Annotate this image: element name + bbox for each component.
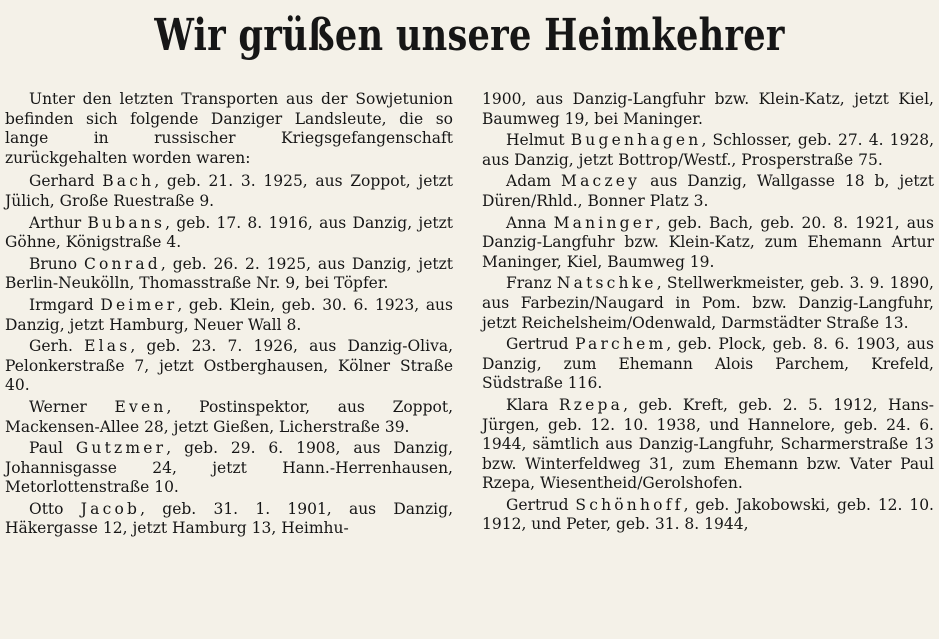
entry-continuation xyxy=(482,90,934,129)
entry-surname: Gutzmer xyxy=(75,439,167,458)
entry-surname: Bubans xyxy=(87,213,166,232)
entry-text: , Schlosser, geb. 27. 4. 1928, aus Danzig, jetzt Bottrop/Westf., Prosperstraße 75. xyxy=(482,131,934,169)
entry-text: , geb. 17. 8. 1916, aus Danzig, jetzt Göhne, Königstraße 4. xyxy=(5,213,453,252)
entry-first-name: Otto xyxy=(29,499,64,518)
entry-first-name: Helmut xyxy=(506,131,565,150)
left-column xyxy=(5,90,453,541)
entry-first-name: Irmgard xyxy=(29,295,94,314)
entry-paragraph xyxy=(482,131,934,170)
entry-surname: Conrad xyxy=(83,254,161,273)
entry-text: , geb. 26. 2. 1925, aus Danzig, jetzt Berlin-Neukölln, Thomasstraße Nr. 9, bei Töpfer. xyxy=(5,254,453,293)
entry-text: , geb. Klein, geb. 30. 6. 1923, aus Danzig, jetzt Hamburg, Neuer Wall 8. xyxy=(5,295,453,334)
entry-first-name: Klara xyxy=(506,395,549,414)
entry-first-name: Gerhard xyxy=(29,172,95,191)
entry-paragraph xyxy=(482,496,934,535)
entry-text: , geb. Jakobowski, geb. 12. 10. 1912, und Peter, geb. 31. 8. 1944, xyxy=(482,495,934,534)
entry-paragraph xyxy=(5,172,453,211)
entry-paragraph xyxy=(482,396,934,494)
entry-paragraph xyxy=(5,439,453,498)
entry-paragraph xyxy=(482,214,934,273)
entry-first-name: Adam xyxy=(506,172,552,191)
entry-paragraph xyxy=(5,296,453,335)
entry-surname: Schönhoff xyxy=(575,495,684,514)
entry-first-name: Arthur xyxy=(29,213,82,232)
entry-surname: Bach xyxy=(102,172,155,191)
entry-text: , geb. Plock, geb. 8. 6. 1903, aus Danzig, zum Ehemann Alois Parchem, Krefeld, Südstraße 116. xyxy=(482,335,934,393)
entry-first-name: Paul xyxy=(29,439,63,458)
entry-surname: Maninger xyxy=(553,213,656,232)
intro-text: Unter den letzten Transporten aus der Sowjetunion befinden sich folgende Danziger Landsleute, die so lange in russischer Kriegsgefangenschaft zurückgehalten worden waren: xyxy=(5,90,453,167)
entry-text: , Stellwerkmeister, geb. 3. 9. 1890, aus Farbezin/Naugard in Pom. bzw. Danzig-Langfuhr, jetzt Reichelsheim/Odenwald, Darmstädter Straße 13. xyxy=(482,274,934,332)
entry-surname: Even xyxy=(114,397,167,416)
right-column xyxy=(482,90,934,537)
entry-first-name: Franz xyxy=(506,274,552,293)
entry-paragraph xyxy=(5,255,453,294)
entry-text: aus Danzig, Wallgasse 18 b, jetzt Düren/Rhld., Bonner Platz 3. xyxy=(482,172,934,210)
entry-text: , Postinspektor, aus Zoppot, Mackensen-Allee 28, jetzt Gießen, Licherstraße 39. xyxy=(5,397,453,436)
entry-surname: Elas xyxy=(84,337,131,356)
entry-surname: Parchem xyxy=(575,335,667,354)
entry-surname: Natschke xyxy=(556,274,657,293)
entry-text: 1900, aus Danzig-Langfuhr bzw. Klein-Katz, jetzt Kiel, Baumweg 19, bei Maninger. xyxy=(482,90,934,128)
entry-surname: Jacob xyxy=(80,499,141,518)
entry-paragraph xyxy=(482,335,934,394)
entry-paragraph xyxy=(482,172,934,211)
entry-text: , geb. Bach, geb. 20. 8. 1921, aus Danzig-Langfuhr bzw. Klein-Katz, zum Ehemann Artur Maninger, Kiel, Baumweg 19. xyxy=(482,213,934,271)
entry-first-name: Gertrud xyxy=(506,335,569,354)
headline: Wir grüßen unsere Heimkehrer xyxy=(154,10,785,61)
entry-surname: Bugenhagen xyxy=(570,131,702,150)
entry-first-name: Gerh. xyxy=(29,337,73,356)
entry-text: , geb. 23. 7. 1926, aus Danzig-Oliva, Pelonkerstraße 7, jetzt Ostberghausen, Kölner Straße 40. xyxy=(5,337,453,395)
entry-paragraph xyxy=(5,214,453,253)
entry-text: , geb. 29. 6. 1908, aus Danzig, Johannisgasse 24, jetzt Hann.-Herrenhausen, Metorlottenstraße 10. xyxy=(5,439,454,497)
entry-text: , geb. 31. 1. 1901, aus Danzig, Häkergasse 12, jetzt Hamburg 13, Heimhu- xyxy=(5,499,453,538)
entry-surname: Rzepa xyxy=(558,395,624,414)
entry-paragraph xyxy=(5,500,453,539)
entry-first-name: Werner xyxy=(29,397,87,416)
entry-first-name: Anna xyxy=(506,213,547,232)
entry-paragraph xyxy=(5,398,453,437)
entry-text: , geb. 21. 3. 1925, aus Zoppot, jetzt Jülich, Große Ruestraße 9. xyxy=(5,172,453,210)
entry-surname: Deimer xyxy=(100,295,178,314)
entry-paragraph xyxy=(5,337,453,396)
entry-paragraph xyxy=(482,274,934,333)
entry-text: , geb. Kreft, geb. 2. 5. 1912, Hans-Jürgen, geb. 12. 10. 1938, und Hannelore, geb. 24. 6. 1944, sämtlich aus Danzig-Langfuhr, Scharmerstraße 13 bzw. Winterfeldweg 31, zum Ehemann bzw. Vater Paul Rzepa, Wiesentheid/Gerolshofen. xyxy=(482,395,934,493)
entry-first-name: Bruno xyxy=(29,254,78,273)
entry-surname: Maczey xyxy=(561,172,641,191)
intro-paragraph xyxy=(5,90,453,168)
entry-first-name: Gertrud xyxy=(506,495,569,514)
